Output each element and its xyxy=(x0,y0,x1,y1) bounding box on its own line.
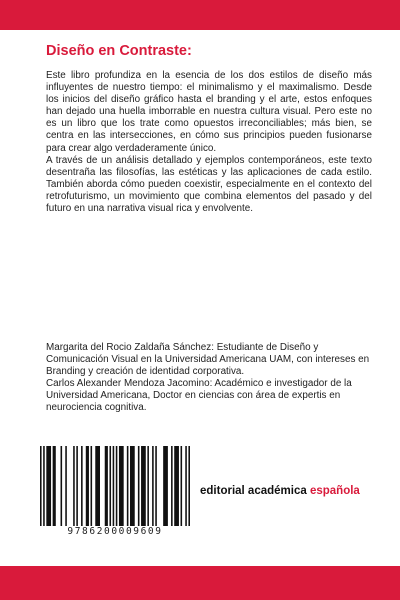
barcode-number: 9786200009609 xyxy=(40,526,190,537)
bottom-color-band xyxy=(0,566,400,600)
synopsis-paragraph-1: Este libro profundiza en la esencia de los dos estilos de diseño más influyentes de nuestro tiempo: el minimalismo y el maximalismo. Desde los inicios del diseño gráfico hasta el branding y el arte, estos enfoques han dejado una huella imborrable en nuestra cultura visual. Pero este no es un libro que los trate como opuestos irreconciliables; más bien, se centra en las intersecciones, en cómo sus principios pueden fusionarse para crear algo verdaderamente único. xyxy=(46,70,372,154)
barcode-bar xyxy=(138,446,140,526)
barcode-bar xyxy=(181,446,183,526)
barcode-bars xyxy=(40,446,190,532)
barcode-bar xyxy=(73,446,75,526)
barcode-bar xyxy=(76,446,78,526)
barcode-bar xyxy=(130,446,135,526)
barcode-bar xyxy=(109,446,111,526)
barcode-bar xyxy=(43,446,45,532)
barcode-bar xyxy=(174,446,179,526)
barcode-bar xyxy=(188,446,190,532)
author-bios xyxy=(46,342,376,415)
barcode-bar xyxy=(171,446,173,526)
barcode-bar xyxy=(127,446,129,526)
barcode-bar xyxy=(61,446,63,526)
author-bio-2: Carlos Alexander Mendoza Jacomino: Académico e investigador de la Universidad Americana, Doctor en ciencias con área de expertis en neurociencia cognitiva. xyxy=(46,378,352,414)
barcode-bar xyxy=(105,446,108,526)
barcode-bar xyxy=(65,446,67,526)
barcode-bar xyxy=(163,446,168,526)
barcode-bar xyxy=(116,446,118,532)
barcode-bar xyxy=(141,446,146,526)
synopsis-paragraph-2: A través de un análisis detallado y ejemplos contemporáneos, este texto desentraña las filosofías, las estéticas y las aplicaciones de cada estilo. También aborda cómo pueden coexistir, especialmente en el contexto del retrofuturismo, un movimiento que combina elementos del pasado y del futuro en una narrativa visual rica y envolvente. xyxy=(46,154,372,215)
isbn-barcode xyxy=(40,446,190,544)
author-bio-1: Margarita del Rocio Zaldaña Sánchez: Estudiante de Diseño y Comunicación Visual en la Universidad Americana UAM, con intereses en Branding y creación de identidad corporativa. xyxy=(46,342,370,378)
barcode-bar xyxy=(86,446,89,526)
barcode-bar xyxy=(119,446,124,526)
barcode-bar xyxy=(40,446,42,532)
book-title: Diseño en Contraste: xyxy=(46,43,192,59)
synopsis xyxy=(46,70,372,215)
barcode-bar xyxy=(155,446,157,526)
barcode-bar xyxy=(81,446,83,526)
barcode-bar xyxy=(95,446,100,526)
top-color-band xyxy=(0,0,400,30)
publisher-name: editorial académica xyxy=(200,485,307,497)
barcode-bar xyxy=(113,446,115,532)
barcode-bar xyxy=(46,446,51,526)
barcode-bar xyxy=(53,446,56,526)
barcode-bar xyxy=(152,446,154,526)
barcode-bar xyxy=(147,446,149,526)
publisher-name-accent: española xyxy=(309,485,360,497)
publisher-logo xyxy=(200,485,360,497)
barcode-bar xyxy=(91,446,93,526)
barcode-bar xyxy=(185,446,187,532)
